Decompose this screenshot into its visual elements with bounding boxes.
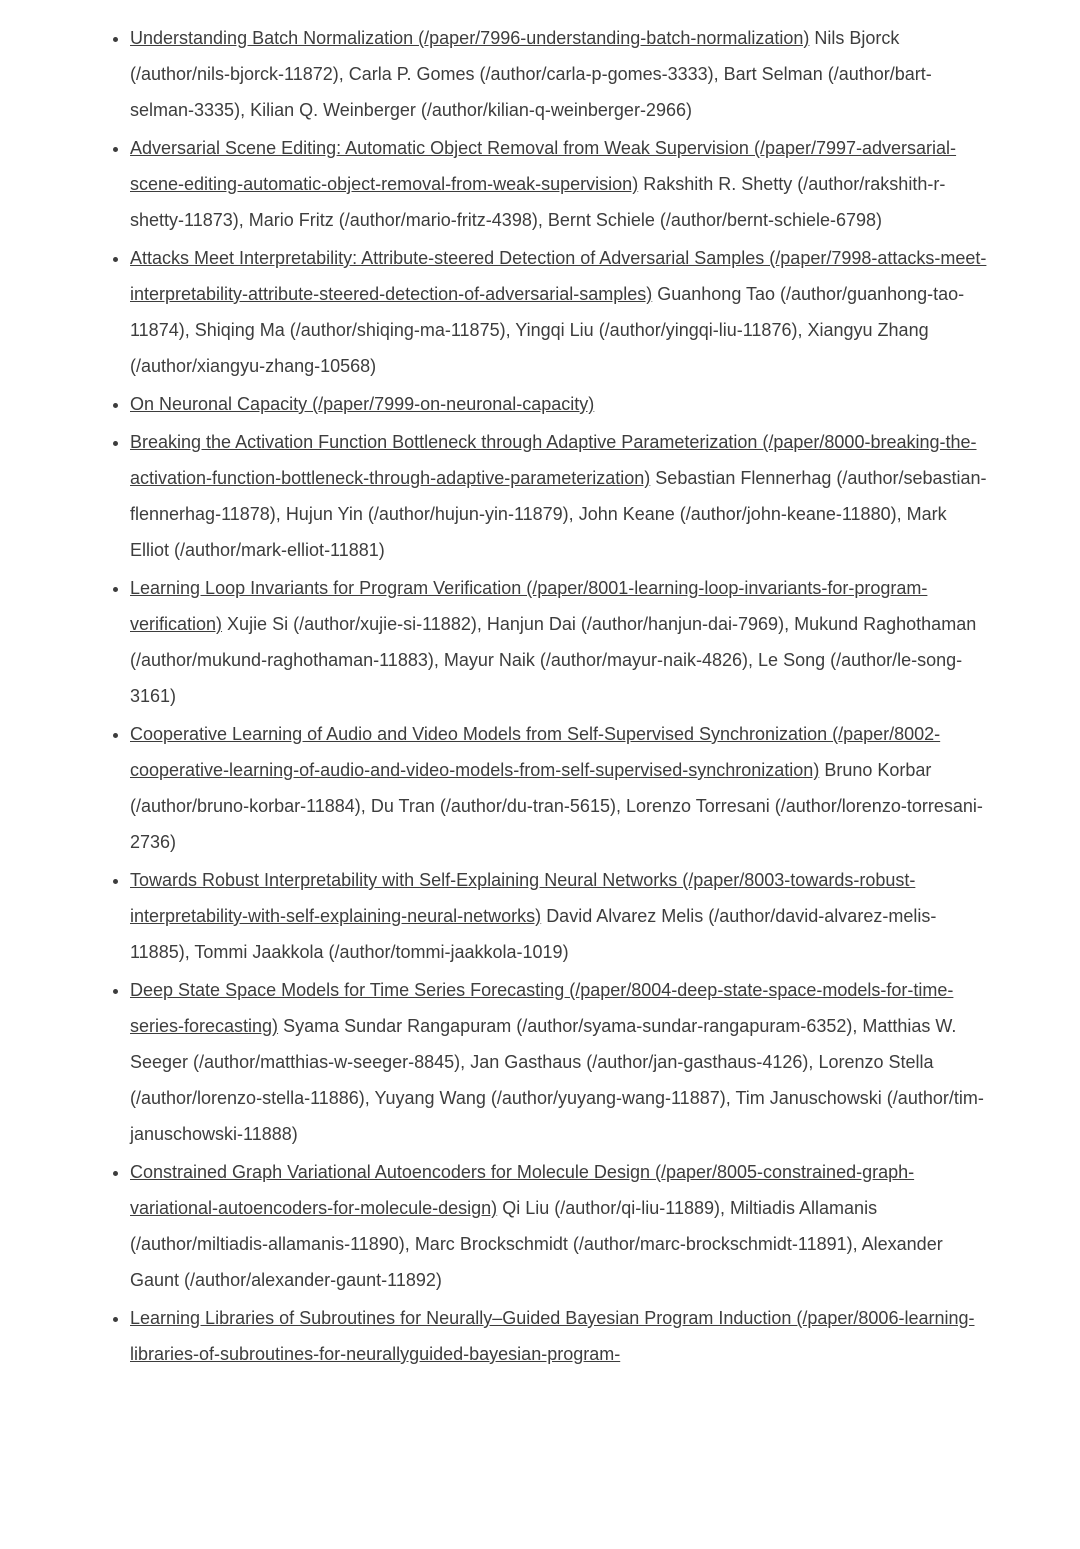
- author-link[interactable]: Matthias W. Seeger (/author/matthias-w-seeger-8845): [130, 1016, 957, 1072]
- author-link[interactable]: Lorenzo Stella (/author/lorenzo-stella-11886): [130, 1052, 934, 1108]
- paper-title-link[interactable]: Understanding Batch Normalization (/paper/7996-understanding-batch-normalization): [130, 28, 810, 48]
- paper-list-item: • Constrained Graph Variational Autoencoders for Molecule Design (/paper/8005-constrained-graph-variational-autoencoders-for-molecule-design) Qi Liu (/author/qi-liu-11889), Miltiadis Allamanis (/author/miltiadis-allamanis-11890), Marc Brockschmidt (/author/marc-brockschmidt-11891), Alexander Gaunt (/author/alexander-gaunt-11892): [130, 1154, 990, 1298]
- author-link[interactable]: Nils Bjorck (/author/nils-bjorck-11872): [130, 28, 900, 84]
- author-link[interactable]: Jan Gasthaus (/author/jan-gasthaus-4126): [470, 1052, 809, 1072]
- paper-list-item: [130, 386, 990, 422]
- paper-title-link[interactable]: Learning Libraries of Subroutines for Neurally–Guided Bayesian Program Induction (/paper/8006-learning-libraries-of-subroutines-for-neurallyguided-bayesian-program-: [130, 1308, 975, 1364]
- paper-title-link[interactable]: On Neuronal Capacity (/paper/7999-on-neuronal-capacity): [130, 394, 595, 414]
- author-link[interactable]: Yingqi Liu (/author/yingqi-liu-11876): [515, 320, 798, 340]
- author-link[interactable]: Guanhong Tao (/author/guanhong-tao-11874): [130, 284, 965, 340]
- author-link[interactable]: Carla P. Gomes (/author/carla-p-gomes-3333): [348, 64, 714, 84]
- paper-list: [0, 20, 1080, 1372]
- author-link[interactable]: Xujie Si (/author/xujie-si-11882): [227, 614, 477, 634]
- author-link[interactable]: Bruno Korbar (/author/bruno-korbar-11884): [130, 760, 932, 816]
- author-link[interactable]: Alexander Gaunt (/author/alexander-gaunt-11892): [130, 1234, 943, 1290]
- author-link[interactable]: Tommi Jaakkola (/author/tommi-jaakkola-1019): [194, 942, 569, 962]
- paper-list-item: • Learning Loop Invariants for Program Verification (/paper/8001-learning-loop-invariants-for-program-verification) Xujie Si (/author/xujie-si-11882), Hanjun Dai (/author/hanjun-dai-7969), Mukund Raghothaman (/author/mukund-raghothaman-11883), Mayur Naik (/author/mayur-naik-4826), Le Song (/author/le-song-3161): [130, 570, 990, 714]
- paper-title-link[interactable]: Cooperative Learning of Audio and Video Models from Self-Supervised Synchronization (/paper/8002-cooperative-learning-of-audio-and-video-models-from-self-supervised-synchronization): [130, 724, 941, 780]
- author-link[interactable]: Yuyang Wang (/author/yuyang-wang-11887): [374, 1088, 726, 1108]
- paper-list-item: [130, 1300, 990, 1372]
- author-link[interactable]: John Keane (/author/john-keane-11880): [578, 504, 897, 524]
- paper-title-link[interactable]: Deep State Space Models for Time Series Forecasting (/paper/8004-deep-state-space-models-for-time-series-forecasting): [130, 980, 954, 1036]
- author-link[interactable]: Mark Elliot (/author/mark-elliot-11881): [130, 504, 947, 560]
- paper-list-item: • Cooperative Learning of Audio and Video Models from Self-Supervised Synchronization (/paper/8002-cooperative-learning-of-audio-and-video-models-from-self-supervised-synchronization) Bruno Korbar (/author/bruno-korbar-11884), Du Tran (/author/du-tran-5615), Lorenzo Torresani (/author/lorenzo-torresani-2736): [130, 716, 990, 860]
- paper-list-item: • Understanding Batch Normalization (/paper/7996-understanding-batch-normalization) Nils Bjorck (/author/nils-bjorck-11872), Carla P. Gomes (/author/carla-p-gomes-3333), Bart Selman (/author/bart-selman-3335), Kilian Q. Weinberger (/author/kilian-q-weinberger-2966): [130, 20, 990, 128]
- author-link[interactable]: Hanjun Dai (/author/hanjun-dai-7969): [486, 614, 785, 634]
- paper-title-link[interactable]: Breaking the Activation Function Bottleneck through Adaptive Parameterization (/paper/8000-breaking-the-activation-function-bottleneck-through-adaptive-parameterization): [130, 432, 977, 488]
- author-link[interactable]: Xiangyu Zhang (/author/xiangyu-zhang-10568): [130, 320, 929, 376]
- author-link[interactable]: Bart Selman (/author/bart-selman-3335): [130, 64, 932, 120]
- author-link[interactable]: Lorenzo Torresani (/author/lorenzo-torresani-2736): [130, 796, 983, 852]
- paper-title-link[interactable]: Learning Loop Invariants for Program Verification (/paper/8001-learning-loop-invariants-for-program-verification): [130, 578, 928, 634]
- author-link[interactable]: David Alvarez Melis (/author/david-alvarez-melis-11885): [130, 906, 937, 962]
- author-link[interactable]: Bernt Schiele (/author/bernt-schiele-6798): [547, 210, 883, 230]
- paper-title-link[interactable]: Attacks Meet Interpretability: Attribute-steered Detection of Adversarial Samples (/paper/7998-attacks-meet-interpretability-attribute-steered-detection-of-adversarial-samples): [130, 248, 987, 304]
- paper-title-link[interactable]: Towards Robust Interpretability with Self-Explaining Neural Networks (/paper/8003-towards-robust-interpretability-with-self-explaining-neural-networks): [130, 870, 916, 926]
- author-link[interactable]: Le Song (/author/le-song-3161): [130, 650, 963, 706]
- paper-list-item: • Adversarial Scene Editing: Automatic Object Removal from Weak Supervision (/paper/7997-adversarial-scene-editing-automatic-object-removal-from-weak-supervision) Rakshith R. Shetty (/author/rakshith-r-shetty-11873), Mario Fritz (/author/mario-fritz-4398), Bernt Schiele (/author/bernt-schiele-6798): [130, 130, 990, 238]
- author-link[interactable]: Shiqing Ma (/author/shiqing-ma-11875): [194, 320, 506, 340]
- paper-list-item: • Towards Robust Interpretability with Self-Explaining Neural Networks (/paper/8003-towards-robust-interpretability-with-self-explaining-neural-networks) David Alvarez Melis (/author/david-alvarez-melis-11885), Tommi Jaakkola (/author/tommi-jaakkola-1019): [130, 862, 990, 970]
- author-link[interactable]: Mario Fritz (/author/mario-fritz-4398): [248, 210, 538, 230]
- author-link[interactable]: Hujun Yin (/author/hujun-yin-11879): [285, 504, 569, 524]
- paper-list-item: • Breaking the Activation Function Bottleneck through Adaptive Parameterization (/paper/8000-breaking-the-activation-function-bottleneck-through-adaptive-parameterization) Sebastian Flennerhag (/author/sebastian-flennerhag-11878), Hujun Yin (/author/hujun-yin-11879), John Keane (/author/john-keane-11880), Mark Elliot (/author/mark-elliot-11881): [130, 424, 990, 568]
- author-link[interactable]: Mukund Raghothaman (/author/mukund-raghothaman-11883): [130, 614, 977, 670]
- author-link[interactable]: Marc Brockschmidt (/author/marc-brockschmidt-11891): [414, 1234, 853, 1254]
- author-link[interactable]: Miltiadis Allamanis (/author/miltiadis-allamanis-11890): [130, 1198, 878, 1254]
- author-link[interactable]: Mayur Naik (/author/mayur-naik-4826): [443, 650, 749, 670]
- author-link[interactable]: Rakshith R. Shetty (/author/rakshith-r-shetty-11873): [130, 174, 946, 230]
- author-link[interactable]: Du Tran (/author/du-tran-5615): [370, 796, 616, 816]
- author-link[interactable]: Kilian Q. Weinberger (/author/kilian-q-weinberger-2966): [250, 100, 692, 120]
- author-link[interactable]: Sebastian Flennerhag (/author/sebastian-flennerhag-11878): [130, 468, 987, 524]
- author-link[interactable]: Syama Sundar Rangapuram (/author/syama-sundar-rangapuram-6352): [283, 1016, 853, 1036]
- paper-title-link[interactable]: Constrained Graph Variational Autoencoders for Molecule Design (/paper/8005-constrained-graph-variational-autoencoders-for-molecule-design): [130, 1162, 915, 1218]
- paper-list-item: • Deep State Space Models for Time Series Forecasting (/paper/8004-deep-state-space-models-for-time-series-forecasting) Syama Sundar Rangapuram (/author/syama-sundar-rangapuram-6352), Matthias W. Seeger (/author/matthias-w-seeger-8845), Jan Gasthaus (/author/jan-gasthaus-4126), Lorenzo Stella (/author/lorenzo-stella-11886), Yuyang Wang (/author/yuyang-wang-11887), Tim Januschowski (/author/tim-januschowski-11888): [130, 972, 990, 1152]
- paper-list-item: • Attacks Meet Interpretability: Attribute-steered Detection of Adversarial Samples (/paper/7998-attacks-meet-interpretability-attribute-steered-detection-of-adversarial-samples) Guanhong Tao (/author/guanhong-tao-11874), Shiqing Ma (/author/shiqing-ma-11875), Yingqi Liu (/author/yingqi-liu-11876), Xiangyu Zhang (/author/xiangyu-zhang-10568): [130, 240, 990, 384]
- author-link[interactable]: Tim Januschowski (/author/tim-januschowski-11888): [130, 1088, 984, 1144]
- author-link[interactable]: Qi Liu (/author/qi-liu-11889): [502, 1198, 720, 1218]
- paper-title-link[interactable]: Adversarial Scene Editing: Automatic Object Removal from Weak Supervision (/paper/7997-adversarial-scene-editing-automatic-object-removal-from-weak-supervision): [130, 138, 957, 194]
